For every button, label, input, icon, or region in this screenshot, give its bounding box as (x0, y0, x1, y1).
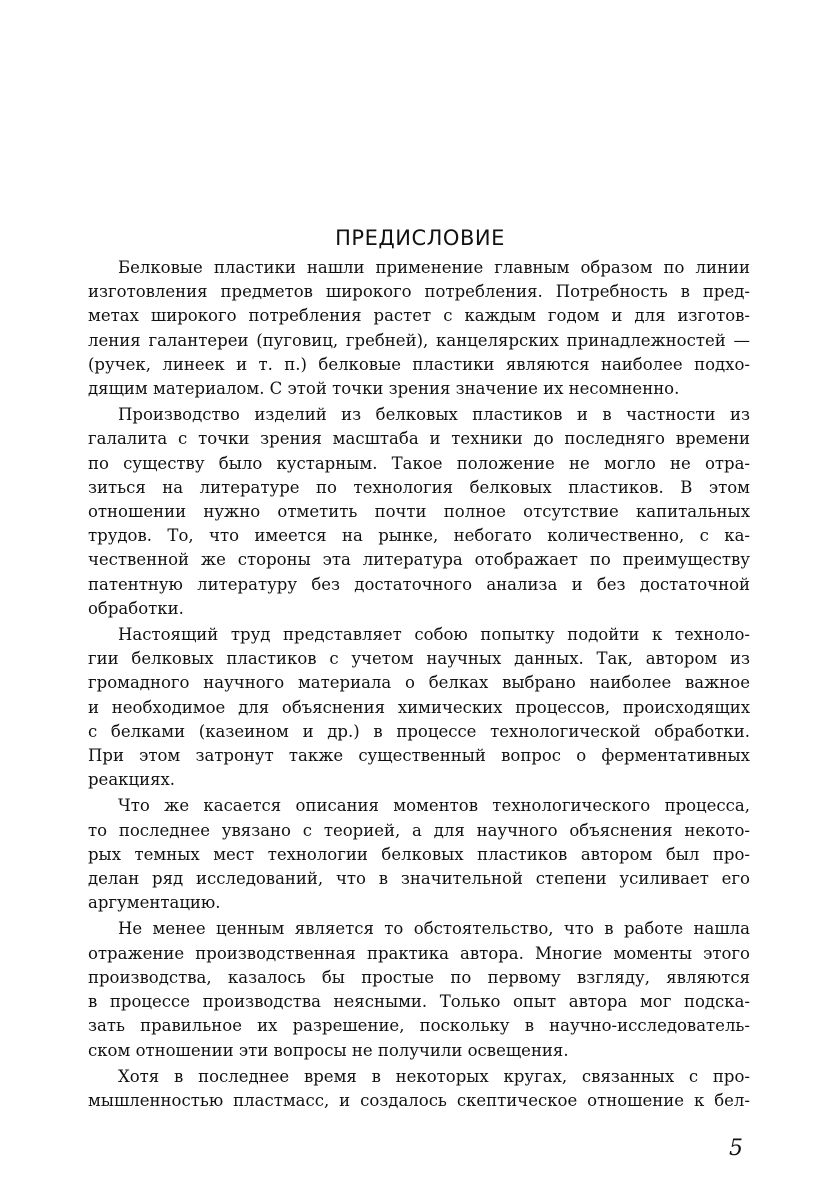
text-line: зать правильное их разрешение, поскольку в научно-исследователь- (88, 1016, 750, 1036)
text-line: реакциях. (88, 770, 176, 790)
text-line: дящим материалом. С этой точки зрения значение их несомненно. (88, 379, 680, 399)
text-line: зиться на литературе по технология белковых пластиков. В этом (88, 477, 750, 497)
paragraph-2 (88, 403, 750, 621)
text-line: по существу было кустарным. Такое положение не могло не отра- (88, 453, 750, 473)
page-number: 5 (729, 1136, 743, 1161)
text-line: изготовления предметов широкого потребления. Потребность в пред- (88, 282, 750, 302)
text-line: производства, казалось бы простые по первому взгляду, являются (88, 967, 750, 987)
text-line: Что же касается описания моментов технологического процесса, (118, 796, 750, 816)
text-line: чественной же стороны эта литература отображает по преимуществу (88, 550, 750, 570)
text-line: мышленностью пластмасс, и создалось скептическое отношение к бел- (88, 1090, 750, 1110)
text-line: Производство изделий из белковых пластиков и в частности из (118, 405, 750, 425)
text-line: отношении нужно отметить почти полное отсутствие капитальных (88, 502, 750, 522)
text-line: гии белковых пластиков с учетом научных данных. Так, автором из (88, 649, 750, 669)
text-line: громадного научного материала о белках выбрано наиболее важное (88, 673, 750, 693)
text-line: и необходимое для объяснения химических процессов, происходящих (88, 697, 750, 717)
text-line: Настоящий труд представляет собою попытку подойти к техноло- (118, 625, 750, 645)
paragraph-5 (88, 917, 750, 1062)
text-line: аргументацию. (88, 893, 221, 913)
paragraph-1 (88, 256, 750, 401)
text-line: ления галантереи (пуговиц, гребней), канцелярских принадлежностей — (88, 330, 750, 350)
text-line: обработки. (88, 598, 184, 618)
text-line: делан ряд исследований, что в значительной степени усиливает его (88, 869, 750, 889)
text-line: галалита с точки зрения масштаба и техники до последняго времени (88, 429, 750, 449)
text-line: отражение производственная практика автора. Многие моменты этого (88, 943, 750, 963)
text-line: с белками (казеином и др.) в процессе технологической обработки. (88, 721, 750, 741)
text-line: метах широкого потребления растет с каждым годом и для изготов- (88, 306, 750, 326)
text-line: При этом затронут также существенный вопрос о ферментативных (88, 746, 750, 766)
text-line: в процессе производства неясными. Только опыт автора мог подска- (88, 992, 750, 1012)
paragraph-4 (88, 794, 750, 915)
body-text (88, 256, 750, 1115)
text-line: рых темных мест технологии белковых пластиков автором был про- (88, 844, 750, 864)
text-line: ском отношении эти вопросы не получили освещения. (88, 1040, 569, 1060)
text-line: Белковые пластики нашли применение главным образом по линии (118, 258, 750, 277)
paragraph-6 (88, 1065, 750, 1113)
text-line: трудов. То, что имеется на рынке, небогато количественно, с ка- (88, 526, 750, 546)
page-title: ПРЕДИСЛОВИЕ (335, 226, 505, 250)
text-line: патентную литературу без достаточного анализа и без достаточной (88, 574, 750, 594)
text-line: (ручек, линеек и т. п.) белковые пластики являются наиболее подхо- (88, 354, 750, 374)
text-line: то последнее увязано с теорией, а для научного объяснения некото- (88, 820, 750, 840)
paragraph-3 (88, 623, 750, 792)
text-line: Не менее ценным является то обстоятельство, что в работе нашла (118, 919, 750, 939)
text-line: Хотя в последнее время в некоторых кругах, связанных с про- (118, 1066, 750, 1086)
